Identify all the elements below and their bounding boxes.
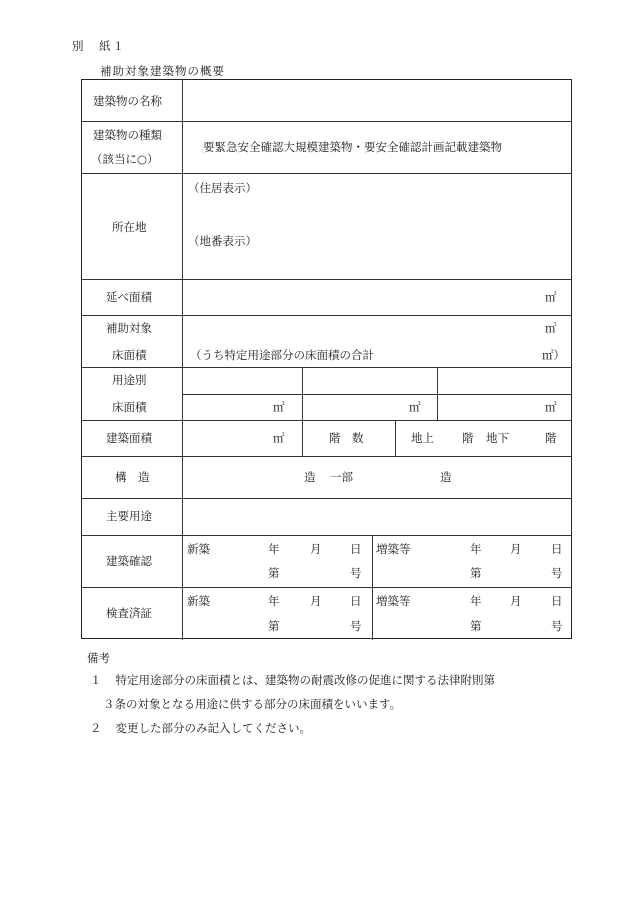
row-divider <box>82 279 571 280</box>
unit-m2: ㎡ <box>273 400 285 414</box>
floors-unit: 階 <box>462 431 474 445</box>
notes-title: 備考 <box>87 651 110 665</box>
unit-m2: ㎡ <box>409 400 421 414</box>
note-item-2 <box>90 720 311 736</box>
row-divider <box>82 587 571 588</box>
unit-m2: ㎡ <box>545 400 557 414</box>
new-build-label: 新築 <box>187 542 210 556</box>
use-floor-label-1: 用途別 <box>112 373 147 387</box>
year-label: 年 <box>268 594 280 608</box>
day-label: 日 <box>350 594 362 608</box>
structure-label: 構 造 <box>115 470 150 484</box>
label-column-divider <box>182 80 183 640</box>
row-divider <box>82 535 571 536</box>
note-number: １ <box>90 673 102 687</box>
note-text: 特定用途部分の床面積とは、建築物の耐震改修の促進に関する法律附則第 <box>115 673 495 687</box>
number-suffix: 号 <box>350 619 362 633</box>
row-divider <box>82 498 571 499</box>
building-name-label: 建築物の名称 <box>93 94 162 108</box>
subsidy-floor-label-2: 床面積 <box>112 348 147 362</box>
main-use-label: 主要用途 <box>106 509 152 523</box>
floors-below-label: 地下 <box>486 431 509 445</box>
year-label: 年 <box>268 542 280 556</box>
year-label: 年 <box>470 542 482 556</box>
row-divider <box>82 173 571 174</box>
building-type-hint: （該当に○） <box>91 152 159 166</box>
row-divider <box>82 315 571 316</box>
area-col-divider <box>302 420 303 456</box>
row-divider <box>82 456 571 457</box>
building-summary-table <box>81 79 572 639</box>
unit-m2-close: ㎡） <box>542 348 565 362</box>
location-label: 所在地 <box>112 220 147 234</box>
note-number: ２ <box>90 721 102 735</box>
extension-label: 増築等 <box>376 542 411 556</box>
total-floor-area-label: 延べ面積 <box>106 290 152 304</box>
building-type-value: 要緊急安全確認大規模建築物・要安全確認計画記載建築物 <box>203 140 502 154</box>
building-confirmation-label: 建築確認 <box>106 554 152 568</box>
note-text: 変更した部分のみ記入してください。 <box>115 721 311 735</box>
extension-label: 増築等 <box>376 594 411 608</box>
new-build-label: 新築 <box>187 594 210 608</box>
number-prefix: 第 <box>268 619 280 633</box>
address-residence: （住居表示） <box>188 181 257 195</box>
number-suffix: 号 <box>551 619 563 633</box>
month-label: 月 <box>510 542 522 556</box>
month-label: 月 <box>510 594 522 608</box>
form-title: 補助対象建築物の概要 <box>100 64 225 78</box>
address-lot: （地番表示） <box>188 234 257 248</box>
attachment-label: 別 紙１ <box>72 39 126 53</box>
unit-m2: ㎡ <box>545 321 557 335</box>
building-type-label: 建築物の種類 <box>93 128 162 142</box>
building-area-label: 建築面積 <box>106 431 152 445</box>
floors-unit: 階 <box>545 431 557 445</box>
area-col-divider <box>395 420 396 456</box>
use-col-divider <box>437 367 438 420</box>
month-label: 月 <box>310 542 322 556</box>
floors-above-label: 地上 <box>411 431 434 445</box>
note-item-1 <box>90 672 495 688</box>
day-label: 日 <box>551 594 563 608</box>
day-label: 日 <box>350 542 362 556</box>
subsidy-floor-label-1: 補助対象 <box>106 321 152 335</box>
row-divider <box>82 420 571 421</box>
note-item-1-continued: ３条の対象となる用途に供する部分の床面積をいいます。 <box>103 697 402 711</box>
structure-part-label: 一部 <box>330 470 353 484</box>
unit-m2: ㎡ <box>545 290 557 304</box>
row-divider <box>82 121 571 122</box>
permit-col-divider <box>372 535 373 640</box>
number-prefix: 第 <box>470 566 482 580</box>
floors-label: 階 数 <box>329 431 364 445</box>
use-subrow-divider <box>183 394 571 395</box>
unit-m2: ㎡ <box>273 431 285 445</box>
use-floor-label-2: 床面積 <box>112 400 147 414</box>
number-suffix: 号 <box>551 566 563 580</box>
special-use-note: （うち特定用途部分の床面積の合計 <box>190 348 374 362</box>
use-col-divider <box>302 367 303 420</box>
structure-main-unit: 造 <box>304 470 316 484</box>
month-label: 月 <box>310 594 322 608</box>
structure-part-unit: 造 <box>440 470 452 484</box>
number-prefix: 第 <box>470 619 482 633</box>
inspection-certificate-label: 検査済証 <box>106 606 152 620</box>
number-prefix: 第 <box>268 566 280 580</box>
year-label: 年 <box>470 594 482 608</box>
number-suffix: 号 <box>350 566 362 580</box>
row-divider <box>82 367 571 368</box>
day-label: 日 <box>551 542 563 556</box>
